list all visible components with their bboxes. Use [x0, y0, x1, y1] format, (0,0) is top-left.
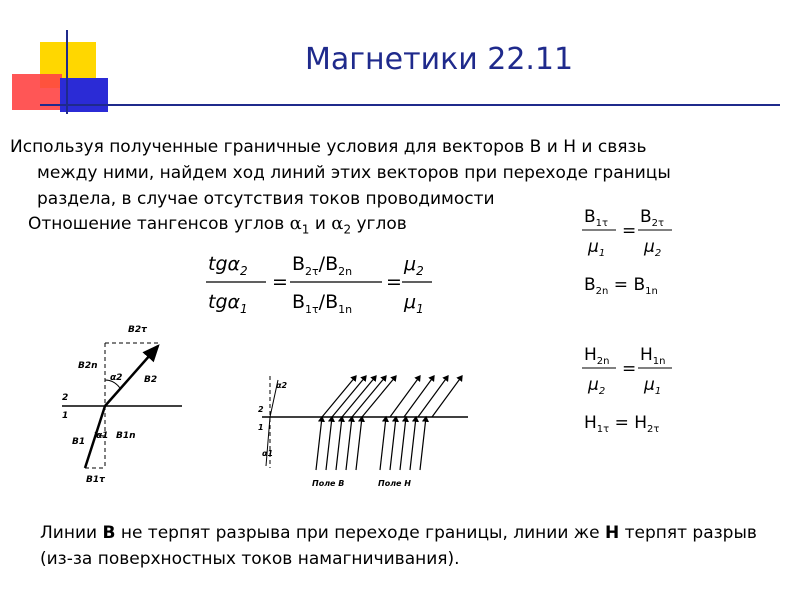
label-a2: α2	[110, 373, 123, 383]
mu-numerator: $\mu_2$	[404, 253, 424, 278]
ratio-text-before: Отношение тангенсов углов	[28, 214, 290, 234]
ratio-alpha2: α	[331, 213, 344, 234]
svg-text:H2n: $H_{2n}$	[584, 345, 610, 367]
field-h-line-upper	[418, 376, 448, 417]
tg-denominator: tgα$_1$	[208, 291, 248, 316]
ratio-sub1: 1	[301, 222, 310, 237]
field-b-lines	[316, 376, 396, 470]
field-h-caption: Поле H	[378, 479, 411, 488]
intro-line-2: между ними, найдем ход линий этих векторов при переходе границы	[37, 163, 671, 183]
svg-text:H1τ = H2τ: $H_{1\tau} = H_{2\tau}$	[584, 413, 660, 435]
tg-numerator: tgα$_2$	[208, 253, 248, 278]
ratio-sub2: 2	[343, 222, 352, 237]
field-h-line-lower	[380, 417, 386, 470]
label-medium-1: 1	[62, 411, 69, 421]
svg-text:μ1: $\mu_1$	[588, 237, 606, 259]
svg-text:B2τ: $B_{2\tau}$	[640, 207, 665, 229]
label-b1n: B1n	[116, 431, 136, 441]
conclusion-paragraph: Линии B не терпят разрыва при переходе границы, линии же H терпят разрыв (из-за поверхностных токов намагничивания).	[40, 523, 757, 569]
mu-denominator: $\mu_1$	[404, 291, 424, 316]
main-formula	[200, 246, 440, 320]
h-boundary-formulas	[580, 338, 690, 442]
ratio-text-after: углов	[351, 214, 407, 234]
svg-text:μ1: $\mu_1$	[644, 375, 662, 397]
label-b2: B2	[144, 375, 158, 385]
bold-h: H	[604, 523, 620, 543]
field-h-line-lower	[410, 417, 416, 470]
label-a1: α1	[96, 431, 109, 441]
ratio-alpha1: α	[289, 213, 302, 234]
svg-text:B1τ: $B_{1\tau}$	[584, 207, 609, 229]
field-b-line-upper	[342, 376, 376, 417]
field-b-line-lower	[336, 417, 342, 470]
field-h-line-upper	[432, 376, 462, 417]
vector-refraction-diagram	[50, 318, 190, 488]
svg-text:H1n: $H_{1n}$	[640, 345, 666, 367]
svg-text:=: =	[272, 271, 288, 293]
field-b-line-upper	[352, 376, 386, 417]
field-b-line-upper	[332, 376, 366, 417]
field-label-a2: α2	[276, 381, 288, 390]
field-h-line-lower	[400, 417, 406, 470]
svg-text:B2n = B1n: $B_{2n} = B_{1n}$	[584, 275, 658, 297]
label-b2t: B2τ	[128, 325, 147, 335]
label-b1t: B1τ	[86, 475, 105, 485]
page-title: Магнетики 22.11	[305, 42, 574, 77]
field-h-lines	[380, 376, 462, 470]
field-b-line-lower	[326, 417, 332, 470]
title-vertical-rule	[66, 30, 68, 114]
ratio-caption	[28, 213, 407, 236]
label-medium-2: 2	[62, 393, 69, 403]
b-boundary-formulas	[580, 200, 690, 304]
b-ratio-denominator: $B_{1\tau}/B_{1n}$	[292, 291, 353, 316]
field-b-line-lower	[346, 417, 352, 470]
field-b-caption: Поле B	[312, 479, 345, 488]
svg-text:=: =	[386, 271, 402, 293]
title-horizontal-rule	[40, 104, 780, 106]
field-label-2: 2	[258, 405, 264, 414]
field-lines-diagram	[240, 370, 480, 496]
field-b-line-upper	[362, 376, 396, 417]
svg-text:=: =	[622, 359, 637, 379]
bold-b: B	[102, 523, 116, 543]
label-b1: B1	[72, 437, 86, 447]
field-h-line-upper	[390, 376, 420, 417]
intro-line-1: Используя полученные граничные условия для векторов B и H и связь	[10, 137, 647, 157]
svg-text:μ2: $\mu_2$	[644, 237, 662, 259]
field-h-line-lower	[390, 417, 396, 470]
field-label-a1: α1	[262, 449, 274, 458]
b-ratio-numerator: $B_{2\tau}/B_{2n}$	[292, 253, 353, 278]
ratio-and: и	[309, 214, 332, 234]
intro-line-3: раздела, в случае отсутствия токов проводимости	[37, 189, 495, 209]
field-label-1: 1	[258, 423, 264, 432]
label-b2n: B2n	[78, 361, 98, 371]
field-b-line-upper	[322, 376, 356, 417]
svg-text:μ2: $\mu_2$	[588, 375, 606, 397]
field-b-line-lower	[356, 417, 362, 470]
field-b-line-lower	[316, 417, 322, 470]
field-h-line-upper	[404, 376, 434, 417]
field-h-line-lower	[420, 417, 426, 470]
svg-text:=: =	[622, 221, 637, 241]
